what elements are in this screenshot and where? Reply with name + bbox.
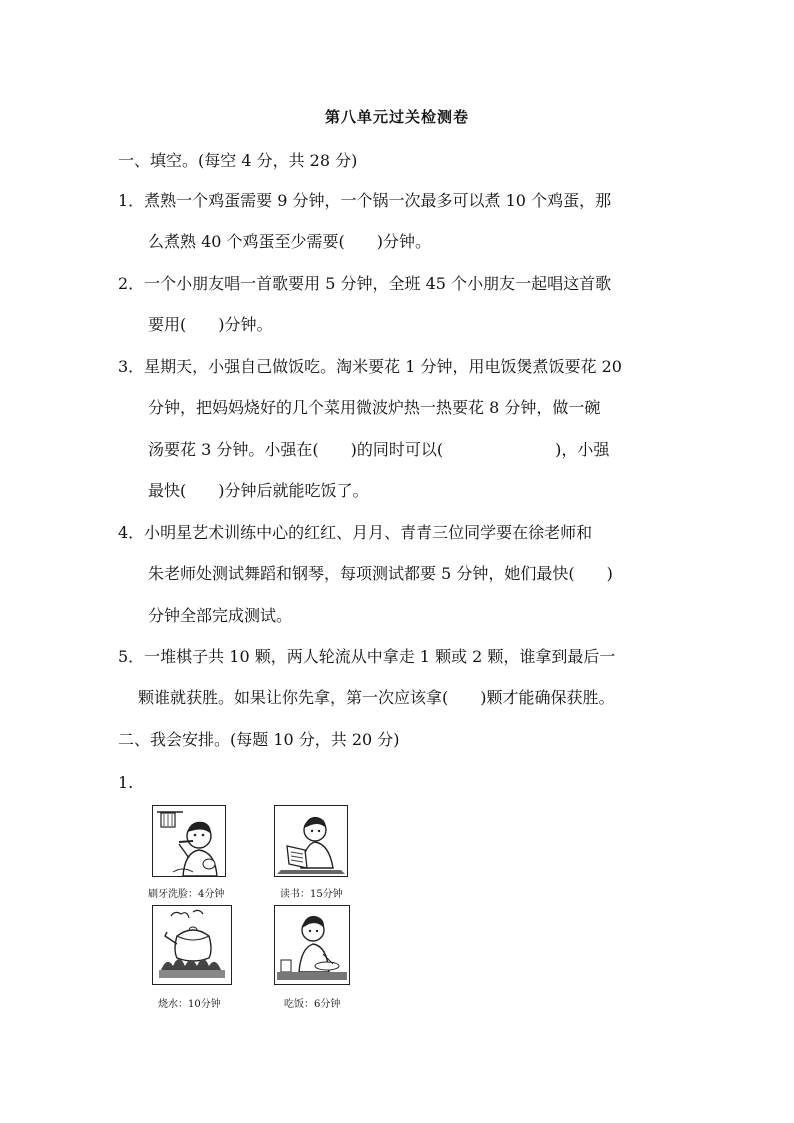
picture-reading	[270, 805, 350, 905]
section1-heading: 一、填空。(每空 4 分，共 28 分)	[118, 151, 358, 170]
page-title: 第八单元过关检测卷	[324, 108, 469, 126]
caption-boiling: 烧水：10分钟	[158, 999, 221, 1010]
q3-line3: 汤要花 3 分钟。小强在( )的同时可以( )，小强	[148, 440, 610, 459]
caption-brushing: 刷牙洗脸：4分钟	[148, 889, 225, 900]
q4-line3: 分钟全部完成测试。	[148, 606, 293, 625]
caption-eating: 吃饭：6分钟	[284, 999, 341, 1010]
q1-line2: 么煮熟 40 个鸡蛋至少需要( )分钟。	[148, 232, 432, 251]
q2-line1: 2．一个小朋友唱一首歌要用 5 分钟，全班 45 个小朋友一起唱这首歌	[118, 274, 612, 293]
q3-line1: 3．星期天，小强自己做饭吃。淘米要花 1 分钟，用电饭煲煮饭要花 20	[118, 357, 622, 376]
q3-line4: 最快( )分钟后就能吃饭了。	[148, 481, 369, 500]
eating-illustration	[274, 905, 350, 985]
q4-line1: 4．小明星艺术训练中心的红红、月月、青青三位同学要在徐老师和	[118, 523, 593, 542]
section2-q1-label: 1.	[118, 773, 134, 792]
boiling-water-illustration	[152, 905, 232, 985]
q4-line2: 朱老师处测试舞蹈和钢琴，每项测试都要 5 分钟，她们最快( )	[148, 564, 613, 583]
section2-heading: 二、我会安排。(每题 10 分，共 20 分)	[118, 730, 400, 749]
picture-eating	[270, 905, 350, 1010]
reading-illustration	[274, 805, 348, 877]
picture-brushing	[148, 805, 228, 905]
q2-line2: 要用( )分钟。	[148, 315, 273, 334]
activity-pictures	[148, 805, 368, 1015]
q3-line2: 分钟，把妈妈烧好的几个菜用微波炉热一热要花 8 分钟，做一碗	[148, 398, 601, 417]
brushing-teeth-illustration	[152, 805, 226, 877]
q1-line1: 1．煮熟一个鸡蛋需要 9 分钟，一个锅一次最多可以煮 10 个鸡蛋，那	[118, 191, 612, 210]
q5-line1: 5．一堆棋子共 10 颗，两人轮流从中拿走 1 颗或 2 颗，谁拿到最后一	[118, 647, 616, 666]
q5-line2: 颗谁就获胜。如果让你先拿，第一次应该拿( )颗才能确保获胜。	[138, 688, 615, 707]
picture-boiling	[148, 905, 228, 1010]
caption-reading: 读书：15分钟	[280, 889, 343, 900]
